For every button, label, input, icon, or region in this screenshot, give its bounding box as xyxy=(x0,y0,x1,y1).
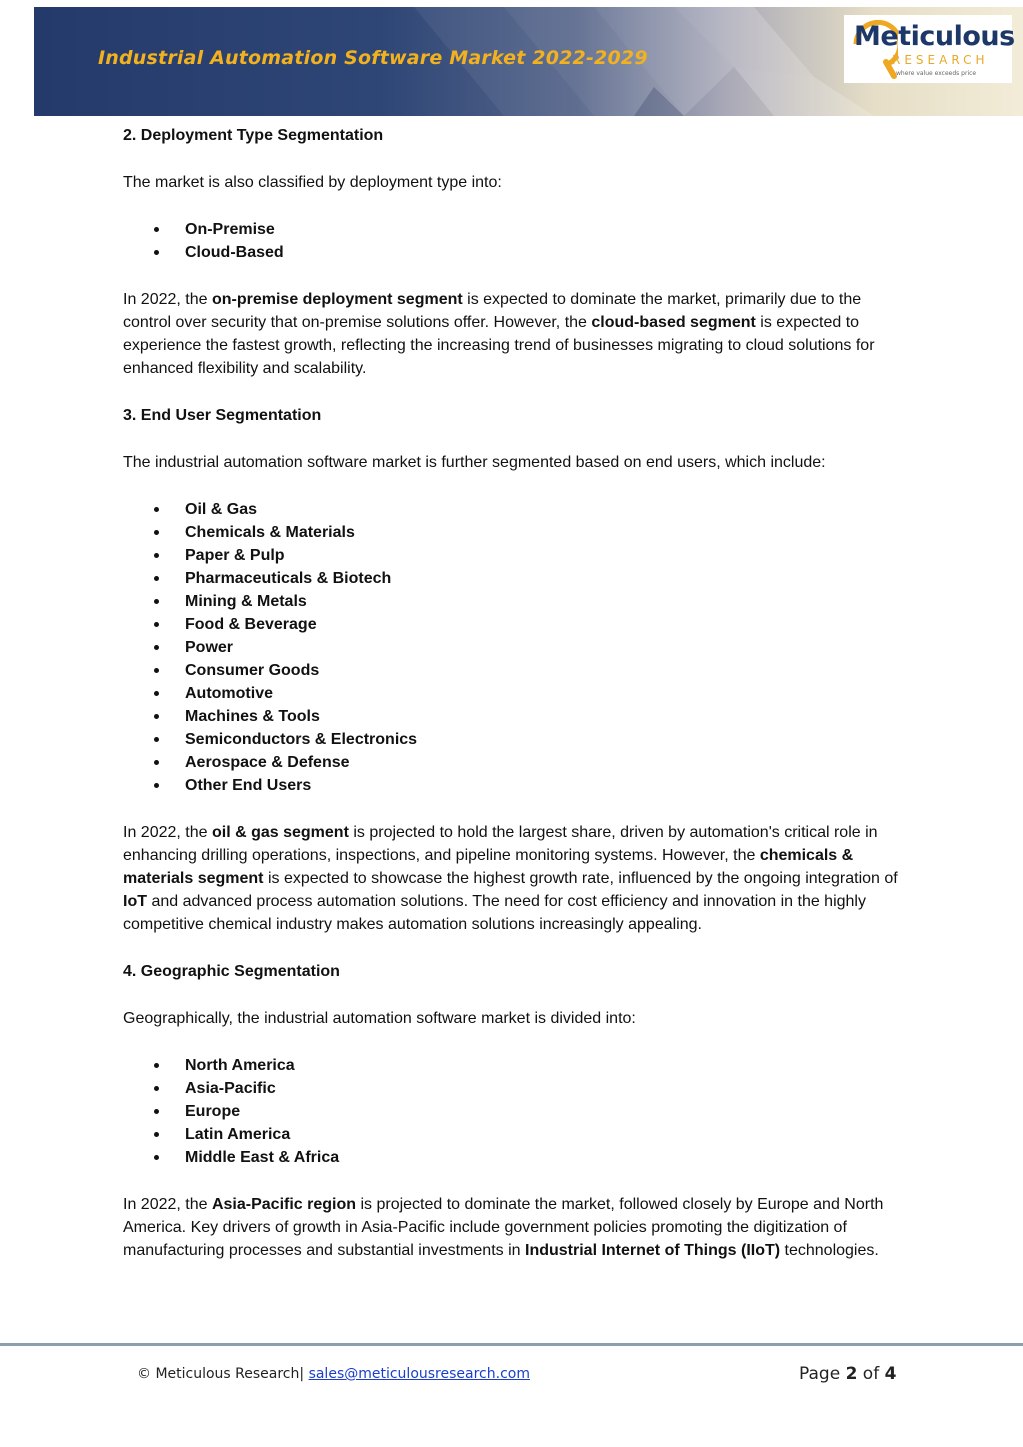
email-link[interactable]: sales@meticulousresearch.com xyxy=(308,1366,530,1382)
header-banner xyxy=(34,7,1023,116)
section-heading: 3. End User Segmentation xyxy=(123,407,322,424)
logo-subtitle: RESEARCH xyxy=(892,53,989,67)
company-logo xyxy=(844,15,1015,83)
list-item: Europe xyxy=(185,1100,903,1123)
document-title: Industrial Automation Software Market 2022-2029 xyxy=(98,47,648,69)
list-item: Machines & Tools xyxy=(185,705,903,728)
list-item: Other End Users xyxy=(185,774,903,797)
list-item: Middle East & Africa xyxy=(185,1146,903,1169)
section-intro: The industrial automation software market is further segmented based on end users, which include: xyxy=(123,454,826,471)
footer-divider xyxy=(0,1343,1023,1346)
list-item: Consumer Goods xyxy=(185,659,903,682)
end-user-paragraph: In 2022, the oil & gas segment is projected to hold the largest share, driven by automation's critical role in enhancing drilling operations, inspections, and pipeline monitoring systems. However, the chemicals & materials segment is expected to showcase the highest growth rate, influenced by the ongoing integration of IoT and advanced process automation solutions. The need for cost efficiency and innovation in the highly competitive chemical industry makes automation solutions increasingly appealing. xyxy=(123,824,898,933)
list-item: Oil & Gas xyxy=(185,498,903,521)
geo-paragraph: In 2022, the Asia-Pacific region is projected to dominate the market, followed closely by Europe and North America. Key drivers of growth in Asia-Pacific include government policies promoting the digitization of manufacturing processes and substantial investments in Industrial Internet of Things (IIoT) technologies. xyxy=(123,1196,884,1259)
section-heading: 2. Deployment Type Segmentation xyxy=(123,127,384,144)
list-item: Mining & Metals xyxy=(185,590,903,613)
logo-tagline: where value exceeds price xyxy=(896,70,977,77)
list-item: Food & Beverage xyxy=(185,613,903,636)
list-item: Pharmaceuticals & Biotech xyxy=(185,567,903,590)
list-item: Automotive xyxy=(185,682,903,705)
region-list xyxy=(123,1054,903,1169)
section-heading: 4. Geographic Segmentation xyxy=(123,963,340,980)
list-item: Cloud-Based xyxy=(185,241,903,264)
list-item: North America xyxy=(185,1054,903,1077)
deployment-paragraph: In 2022, the on-premise deployment segment is expected to dominate the market, primarily due to the control over security that on-premise solutions offer. However, the cloud-based segment is expected to experience the fastest growth, reflecting the increasing trend of businesses migrating to cloud solutions for enhanced flexibility and scalability. xyxy=(123,291,875,377)
deployment-list xyxy=(123,218,903,264)
logo-name: Meticulous xyxy=(854,21,1015,52)
list-item: Semiconductors & Electronics xyxy=(185,728,903,751)
list-item: Chemicals & Materials xyxy=(185,521,903,544)
end-user-list xyxy=(123,498,903,797)
list-item: On-Premise xyxy=(185,218,903,241)
list-item: Paper & Pulp xyxy=(185,544,903,567)
list-item: Latin America xyxy=(185,1123,903,1146)
document-body xyxy=(123,124,903,1262)
list-item: Power xyxy=(185,636,903,659)
list-item: Asia-Pacific xyxy=(185,1077,903,1100)
footer-copyright: © Meticulous Research| sales@meticulousresearch.com xyxy=(137,1366,530,1382)
page-number: Page 2 of 4 xyxy=(799,1364,897,1384)
section-intro: The market is also classified by deployment type into: xyxy=(123,174,502,191)
section-intro: Geographically, the industrial automation software market is divided into: xyxy=(123,1010,636,1027)
list-item: Aerospace & Defense xyxy=(185,751,903,774)
